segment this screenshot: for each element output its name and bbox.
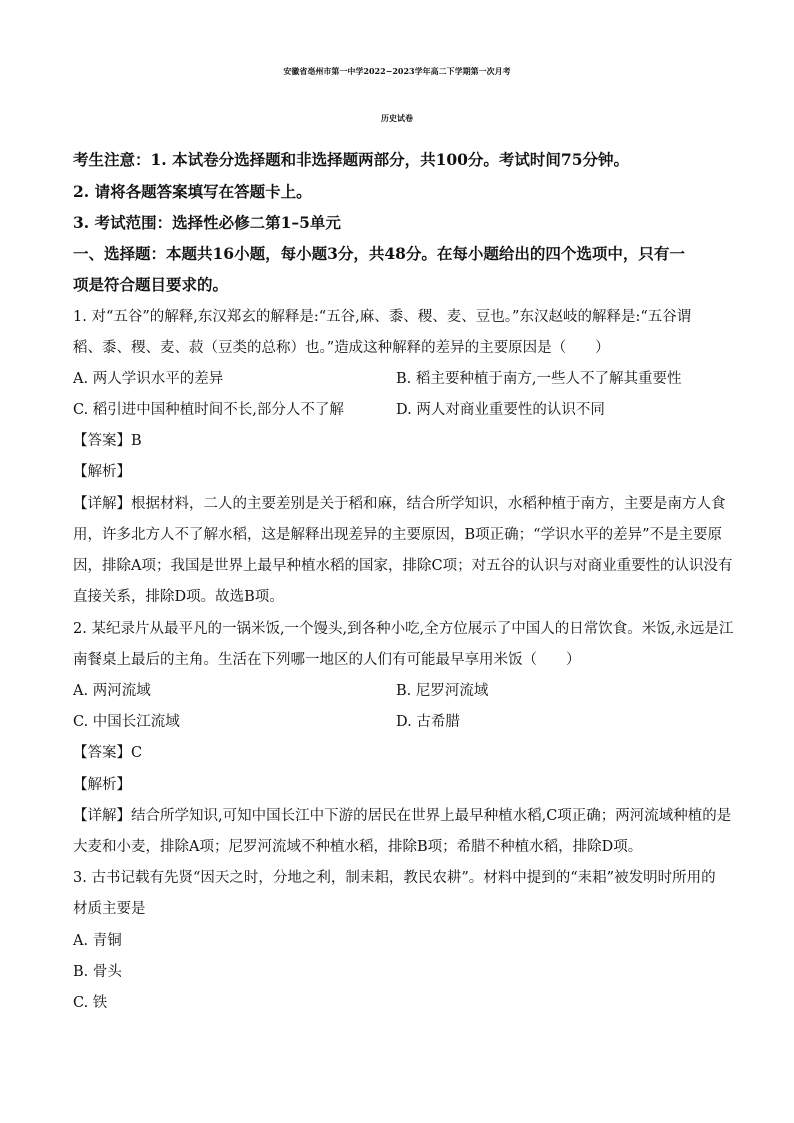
- q1-option-c: C. 稻引进中国种植时间不长,部分人不了解: [73, 402, 344, 418]
- q1-detail-line-1: 【详解】根据材料，二人的主要差别是关于稻和麻，结合所学知识，水稻种植于南方，主要是南方人食: [73, 496, 726, 512]
- notice-line-2: 2. 请将各题答案填写在答题卡上。: [73, 182, 312, 201]
- q3-stem-line-2: 材质主要是: [73, 901, 146, 917]
- q1-analysis-label: 【解析】: [73, 464, 131, 480]
- q2-analysis-label: 【解析】: [73, 777, 131, 793]
- q2-detail-line-2: 大麦和小麦，排除A项；尼罗河流域不种植水稻，排除B项；希腊不种植水稻，排除D项。: [73, 839, 643, 855]
- q1-stem-line-2: 稻、黍、稷、麦、菽（豆类的总称）也。”造成这种解释的差异的主要原因是（ ）: [73, 340, 610, 356]
- q1-option-a: A. 两人学识水平的差异: [73, 371, 224, 387]
- q2-answer: 【答案】C: [73, 745, 143, 761]
- exam-subtitle: 历史试卷: [381, 113, 413, 123]
- q2-option-a: A. 两河流域: [73, 683, 151, 699]
- q1-detail-line-3: 因，排除A项；我国是世界上最早种植水稻的国家，排除C项；对五谷的认识与对商业重要性的认识没有: [73, 558, 733, 574]
- notice-line-1: 考生注意：1. 本试卷分选择题和非选择题两部分，共100分。考试时间75分钟。: [73, 150, 630, 169]
- q2-option-d: D. 古希腊: [396, 714, 460, 730]
- notice-line-3: 3. 考试范围：选择性必修二第1–5单元: [73, 213, 341, 232]
- q1-option-d: D. 两人对商业重要性的认识不同: [396, 402, 605, 418]
- q1-option-b: B. 稻主要种植于南方,一些人不了解其重要性: [396, 371, 682, 387]
- q1-stem-line-1: 1. 对“五谷”的解释,东汉郑玄的解释是:“五谷,麻、黍、稷、麦、豆也。”东汉赵岐的解释是:“五谷谓: [73, 309, 692, 325]
- q1-detail-line-4: 直接关系，排除D项。故选B项。: [73, 589, 284, 605]
- exam-title: 安徽省亳州市第一中学2022−2023学年高二下学期第一次月考: [283, 66, 511, 76]
- q3-stem-line-1: 3. 古书记载有先贤“因天之时，分地之利，制耒耜，教民农耕”。材料中提到的“耒耜”被发明时所用的: [73, 870, 716, 886]
- q2-detail-line-1: 【详解】结合所学知识,可知中国长江中下游的居民在世界上最早种植水稻,C项正确；两河流域种植的是: [73, 808, 732, 824]
- q2-option-b: B. 尼罗河流域: [396, 683, 489, 699]
- q3-option-c: C. 铁: [73, 995, 108, 1011]
- q2-option-c: C. 中国长江流域: [73, 714, 180, 730]
- q1-answer: 【答案】B: [73, 433, 142, 449]
- q1-detail-line-2: 用，许多北方人不了解水稻，这是解释出现差异的主要原因，B项正确；“学识水平的差异”不是主要原: [73, 527, 722, 543]
- section-heading-line-1: 一、选择题：本题共16小题，每小题3分，共48分。在每小题给出的四个选项中，只有一: [73, 244, 685, 263]
- q2-stem-line-1: 2. 某纪录片从最平凡的一锅米饭,一个馒头,到各种小吃,全方位展示了中国人的日常饮食。米饭,永远是江: [73, 621, 734, 637]
- q2-stem-line-2: 南餐桌上最后的主角。生活在下列哪一地区的人们有可能最早享用米饭（ ）: [73, 652, 581, 668]
- q3-option-b: B. 骨头: [73, 964, 122, 980]
- section-heading-line-2: 项是符合题目要求的。: [73, 275, 229, 294]
- q3-option-a: A. 青铜: [73, 933, 122, 949]
